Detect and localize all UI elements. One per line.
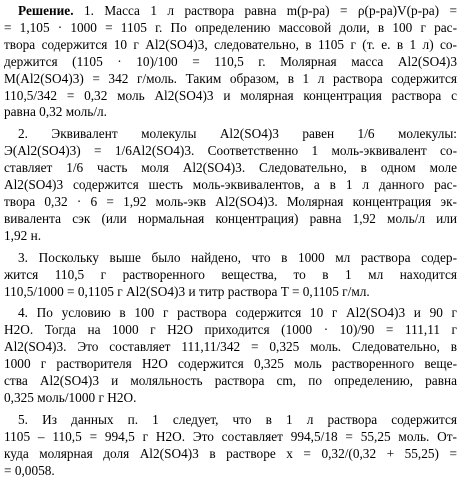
paragraph-line: = 0,0058.	[4, 462, 55, 478]
paragraph-line: ставляет 1/6 часть моля Al2(SO4)3. Следовательно, в одном моле	[4, 160, 457, 176]
paragraph-line: держится (1105 · 10)/100 = 110,5 г. Молярная масса Al2(SO4)3	[4, 53, 457, 69]
paragraph-line: ства Al2(SO4)3 и моляльность раствора cm, по определению, равна	[4, 373, 457, 389]
paragraph-text: Из данных п. 1 следует, что в 1 л раствора содержится	[42, 411, 458, 427]
paragraph-line: 0,325 моль/1000 г H2O.	[4, 389, 137, 405]
paragraph-1	[4, 3, 457, 121]
paragraph-line: вивалента cэк (или нормальная концентрация) равна 1,92 моль/л или	[4, 210, 457, 226]
paragraph-line: куда молярная доля Al2(SO4)3 в растворе x = 0,32/(0,32 + 55,25) =	[4, 445, 457, 461]
paragraph-line: 110,5/1000 = 0,1105 г Al2(SO4)3 и титр раствора T = 0,1105 г/мл.	[4, 283, 370, 299]
paragraph-text: Масса 1 л раствора равна m(р-ра) = ρ(р-ра)V(р-ра) =	[104, 3, 458, 18]
paragraph-line: твора 0,32 · 6 = 1,92 моль-экв Al2(SO4)3. Молярная концентрация эк-	[4, 193, 457, 209]
paragraph-line: H2O. Тогда на 1000 г H2O приходится (1000 · 10)/90 = 111,11 г	[4, 322, 457, 338]
paragraph-line: 1000 г растворителя H2O содержится 0,325 моль растворенного веще-	[4, 356, 457, 372]
paragraph-line	[4, 412, 457, 429]
paragraph-line: жится 110,5 г растворенного вещества, то в 1 мл находится	[4, 266, 457, 282]
paragraph-4	[4, 305, 457, 406]
paragraph-3	[4, 250, 457, 301]
paragraph-line	[4, 305, 457, 322]
paragraph-text: Эквивалент молекулы Al2(SO4)3 равен 1/6 молекулы:	[51, 126, 457, 142]
paragraph-number: 4.	[18, 305, 28, 321]
paragraph-line: 1,92 н.	[4, 227, 42, 243]
paragraph-2	[4, 126, 457, 244]
paragraph-line	[4, 250, 457, 267]
paragraph-line: твора содержится 10 г Al2(SO4)3, следовательно, в 1105 г (т. е. в 1 л) со-	[4, 36, 457, 52]
paragraph-line: 110,5/342 = 0,32 моль Al2(SO4)3 и молярная концентрация раствора c	[4, 87, 457, 103]
paragraph-line: Al2(SO4)3 содержится шесть моль-эквивалентов, а в 1 л данного рас-	[4, 177, 457, 193]
paragraph-line	[4, 126, 457, 143]
paragraph-5	[4, 412, 457, 479]
paragraph-line: Э(Al2(SO4)3) = 1/6Al2(SO4)3. Соответственно 1 моль-эквивалент со-	[4, 143, 457, 159]
paragraph-line: Al2(SO4)3. Это составляет 111,11/342 = 0,325 моль. Следовательно, в	[4, 339, 457, 355]
paragraph-line: 1105 – 110,5 = 994,5 г H2O. Это составляет 994,5/18 = 55,25 моль. От-	[4, 428, 457, 444]
paragraph-text: Поскольку выше было найдено, что в 1000 мл раствора содер-	[38, 249, 457, 265]
paragraph-text: По условию в 100 г раствора содержится 10 г Al2(SO4)3 и 90 г	[36, 305, 458, 321]
paragraph-number: 2.	[18, 126, 28, 142]
paragraph-line	[4, 3, 457, 20]
paragraph-line: M(Al2(SO4)3) = 342 г/моль. Таким образом, в 1 л раствора содержится	[4, 70, 457, 86]
paragraph-line: = 1,105 · 1000 = 1105 г. По определению массовой доли, в 100 г рас-	[4, 19, 457, 35]
paragraph-number: 1.	[83, 3, 94, 18]
paragraph-number: 5.	[18, 411, 28, 427]
paragraph-line: равна 0,32 моль/л.	[4, 104, 108, 120]
solution-label: Решение.	[18, 3, 74, 18]
paragraph-number: 3.	[18, 249, 28, 265]
